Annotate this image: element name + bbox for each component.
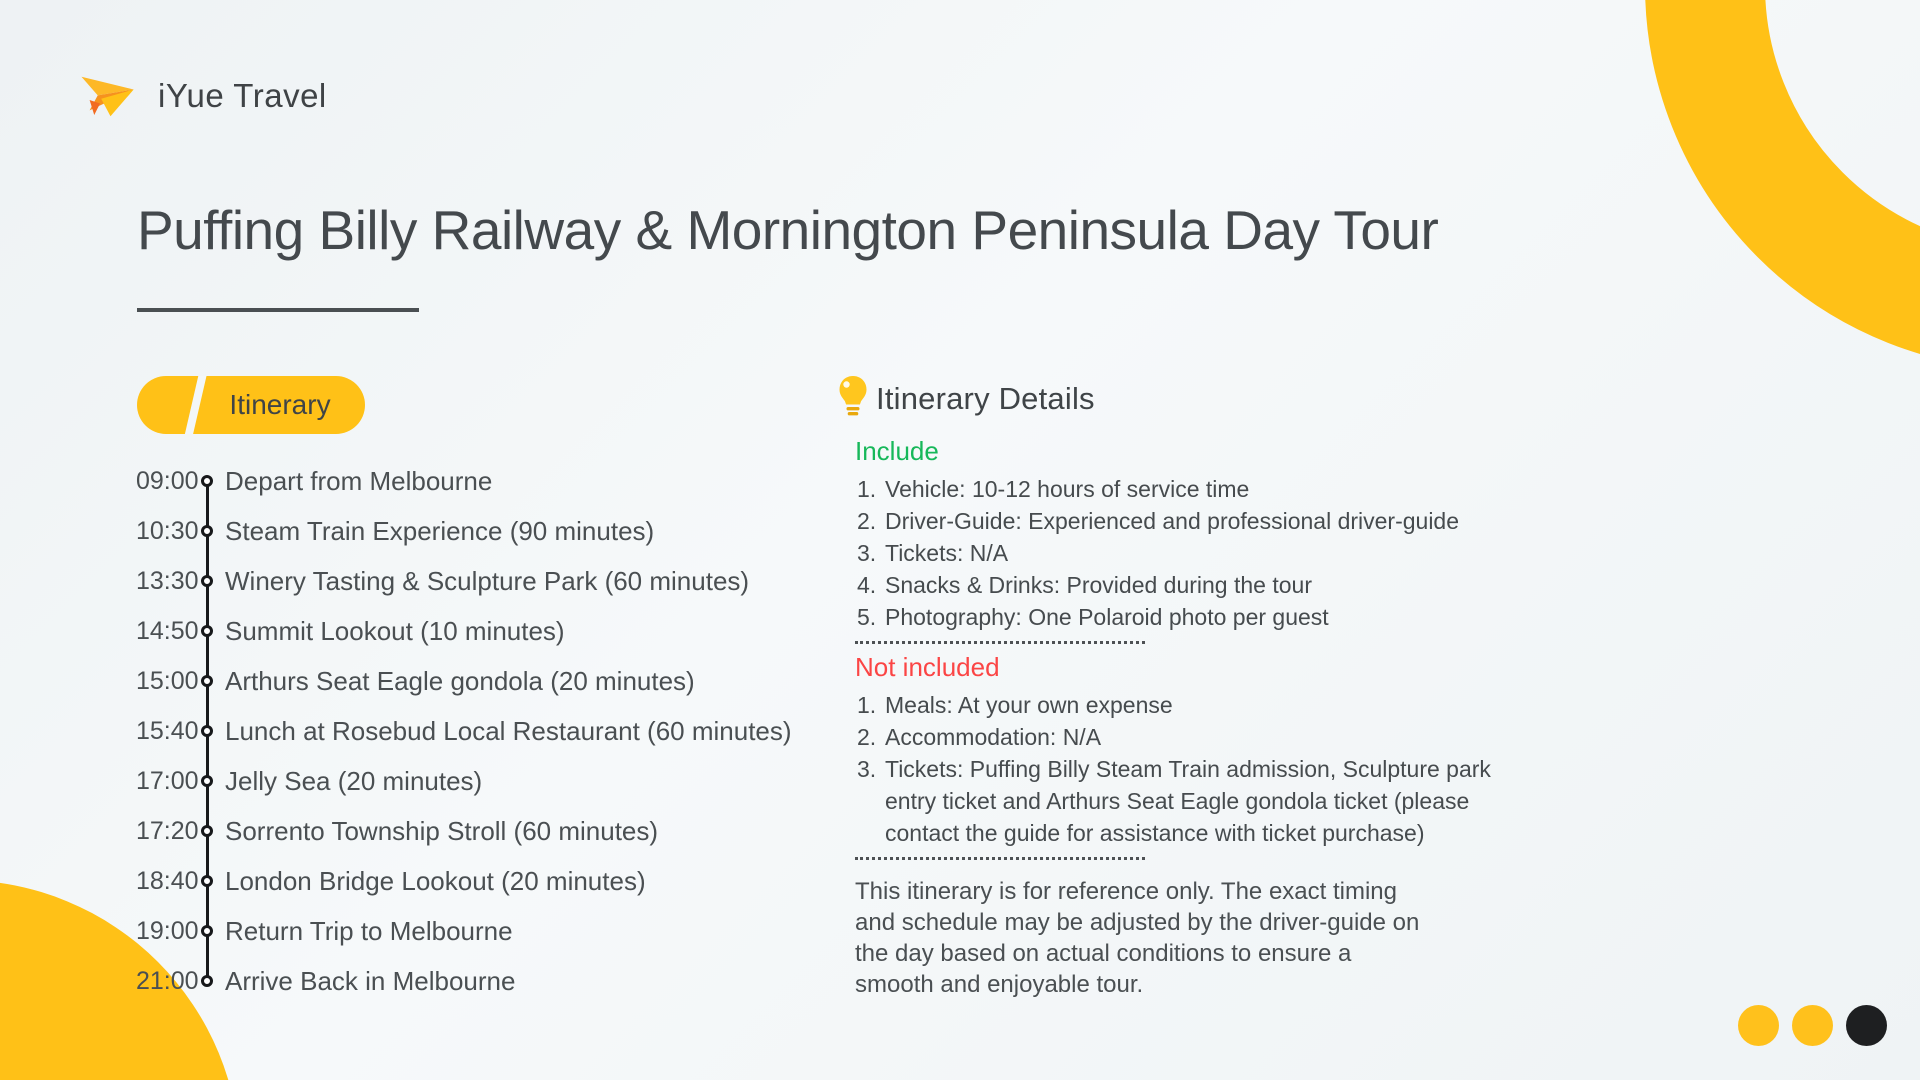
timeline-label: Return Trip to Melbourne — [225, 915, 513, 946]
timeline-label: Lunch at Rosebud Local Restaurant (60 minutes) — [225, 715, 792, 746]
timeline-marker-icon — [201, 825, 213, 837]
timeline-time: 17:00 — [136, 766, 199, 795]
timeline-label: Arthurs Seat Eagle gondola (20 minutes) — [225, 665, 695, 696]
timeline-item — [136, 806, 756, 856]
timeline-time: 19:00 — [136, 916, 199, 945]
itinerary-badge — [137, 376, 365, 434]
not-included-item: Accommodation: N/A — [885, 724, 1102, 750]
timeline-marker-icon — [201, 975, 213, 987]
timeline-item — [136, 656, 756, 706]
not-included-item: Tickets: Puffing Billy Steam Train admission, Sculpture park entry ticket and Arthurs Seat Eagle gondola ticket (please contact the guide for assistance with ticket purchase) — [885, 756, 1491, 846]
timeline-label: Summit Lookout (10 minutes) — [225, 615, 565, 646]
include-item: Photography: One Polaroid photo per guest — [885, 604, 1329, 630]
itinerary-badge-label: Itinerary — [229, 389, 331, 420]
timeline-time: 13:30 — [136, 566, 199, 595]
timeline-time: 10:30 — [136, 516, 199, 545]
include-heading: Include — [855, 436, 939, 466]
timeline-marker-icon — [201, 875, 213, 887]
lightbulb-icon — [838, 375, 868, 422]
timeline-item — [136, 606, 756, 656]
timeline-time: 17:20 — [136, 816, 199, 845]
timeline-label: Jelly Sea (20 minutes) — [225, 765, 483, 796]
not-included-heading: Not included — [855, 652, 1000, 682]
pagination-dots — [1738, 1005, 1887, 1046]
brand-logo — [78, 62, 327, 129]
timeline-time: 21:00 — [136, 966, 199, 995]
timeline-marker-icon — [201, 525, 213, 537]
timeline-marker-icon — [201, 775, 213, 787]
page-title: Puffing Billy Railway & Mornington Peninsula Day Tour — [137, 199, 1439, 261]
timeline-label: Sorrento Township Stroll (60 minutes) — [225, 815, 659, 846]
not-included-list — [855, 689, 1548, 849]
paper-plane-icon — [78, 62, 136, 129]
timeline-time: 15:00 — [136, 666, 199, 695]
dotted-divider — [855, 641, 1145, 644]
timeline-item — [136, 706, 792, 756]
timeline-marker-icon — [201, 575, 213, 587]
details-header — [838, 375, 1548, 422]
itinerary-details-panel — [838, 375, 1548, 1000]
timeline-item — [136, 906, 756, 956]
include-list — [855, 473, 1548, 633]
timeline-time: 09:00 — [136, 466, 199, 495]
timeline-label: Arrive Back in Melbourne — [225, 965, 516, 996]
dot-icon — [1792, 1005, 1833, 1046]
timeline-item — [136, 456, 756, 506]
include-item: Vehicle: 10-12 hours of service time — [885, 476, 1250, 502]
dotted-divider — [855, 857, 1145, 860]
timeline-marker-icon — [201, 475, 213, 487]
timeline-label: Winery Tasting & Sculpture Park (60 minutes) — [225, 565, 750, 596]
timeline-time: 15:40 — [136, 716, 199, 745]
timeline-marker-icon — [201, 625, 213, 637]
details-title: Itinerary Details — [876, 380, 1095, 416]
timeline-marker-icon — [201, 925, 213, 937]
include-item: Snacks & Drinks: Provided during the tour — [885, 572, 1312, 598]
disclaimer-text: This itinerary is for reference only. The exact timing and schedule may be adjusted by the driver-guide on the day based on actual conditions to ensure a smooth and enjoyable tour. — [855, 878, 1420, 998]
timeline-item — [136, 956, 756, 1006]
timeline-item — [136, 756, 756, 806]
corner-arc-decoration — [1645, 0, 1920, 370]
timeline-label: London Bridge Lookout (20 minutes) — [225, 865, 646, 896]
dot-icon — [1846, 1005, 1887, 1046]
itinerary-timeline — [136, 456, 792, 1006]
timeline-time: 14:50 — [136, 616, 199, 645]
dot-icon — [1738, 1005, 1779, 1046]
title-underline — [137, 308, 419, 312]
timeline-item — [136, 506, 756, 556]
timeline-label: Depart from Melbourne — [225, 465, 493, 496]
timeline-item — [136, 856, 756, 906]
timeline-item — [136, 556, 756, 606]
timeline-time: 18:40 — [136, 866, 199, 895]
not-included-item: Meals: At your own expense — [885, 692, 1173, 718]
timeline-label: Steam Train Experience (90 minutes) — [225, 515, 655, 546]
brand-name: iYue Travel — [158, 76, 327, 114]
include-item: Tickets: N/A — [885, 540, 1009, 566]
timeline-marker-icon — [201, 675, 213, 687]
timeline-marker-icon — [201, 725, 213, 737]
include-item: Driver-Guide: Experienced and professional driver-guide — [885, 508, 1460, 534]
